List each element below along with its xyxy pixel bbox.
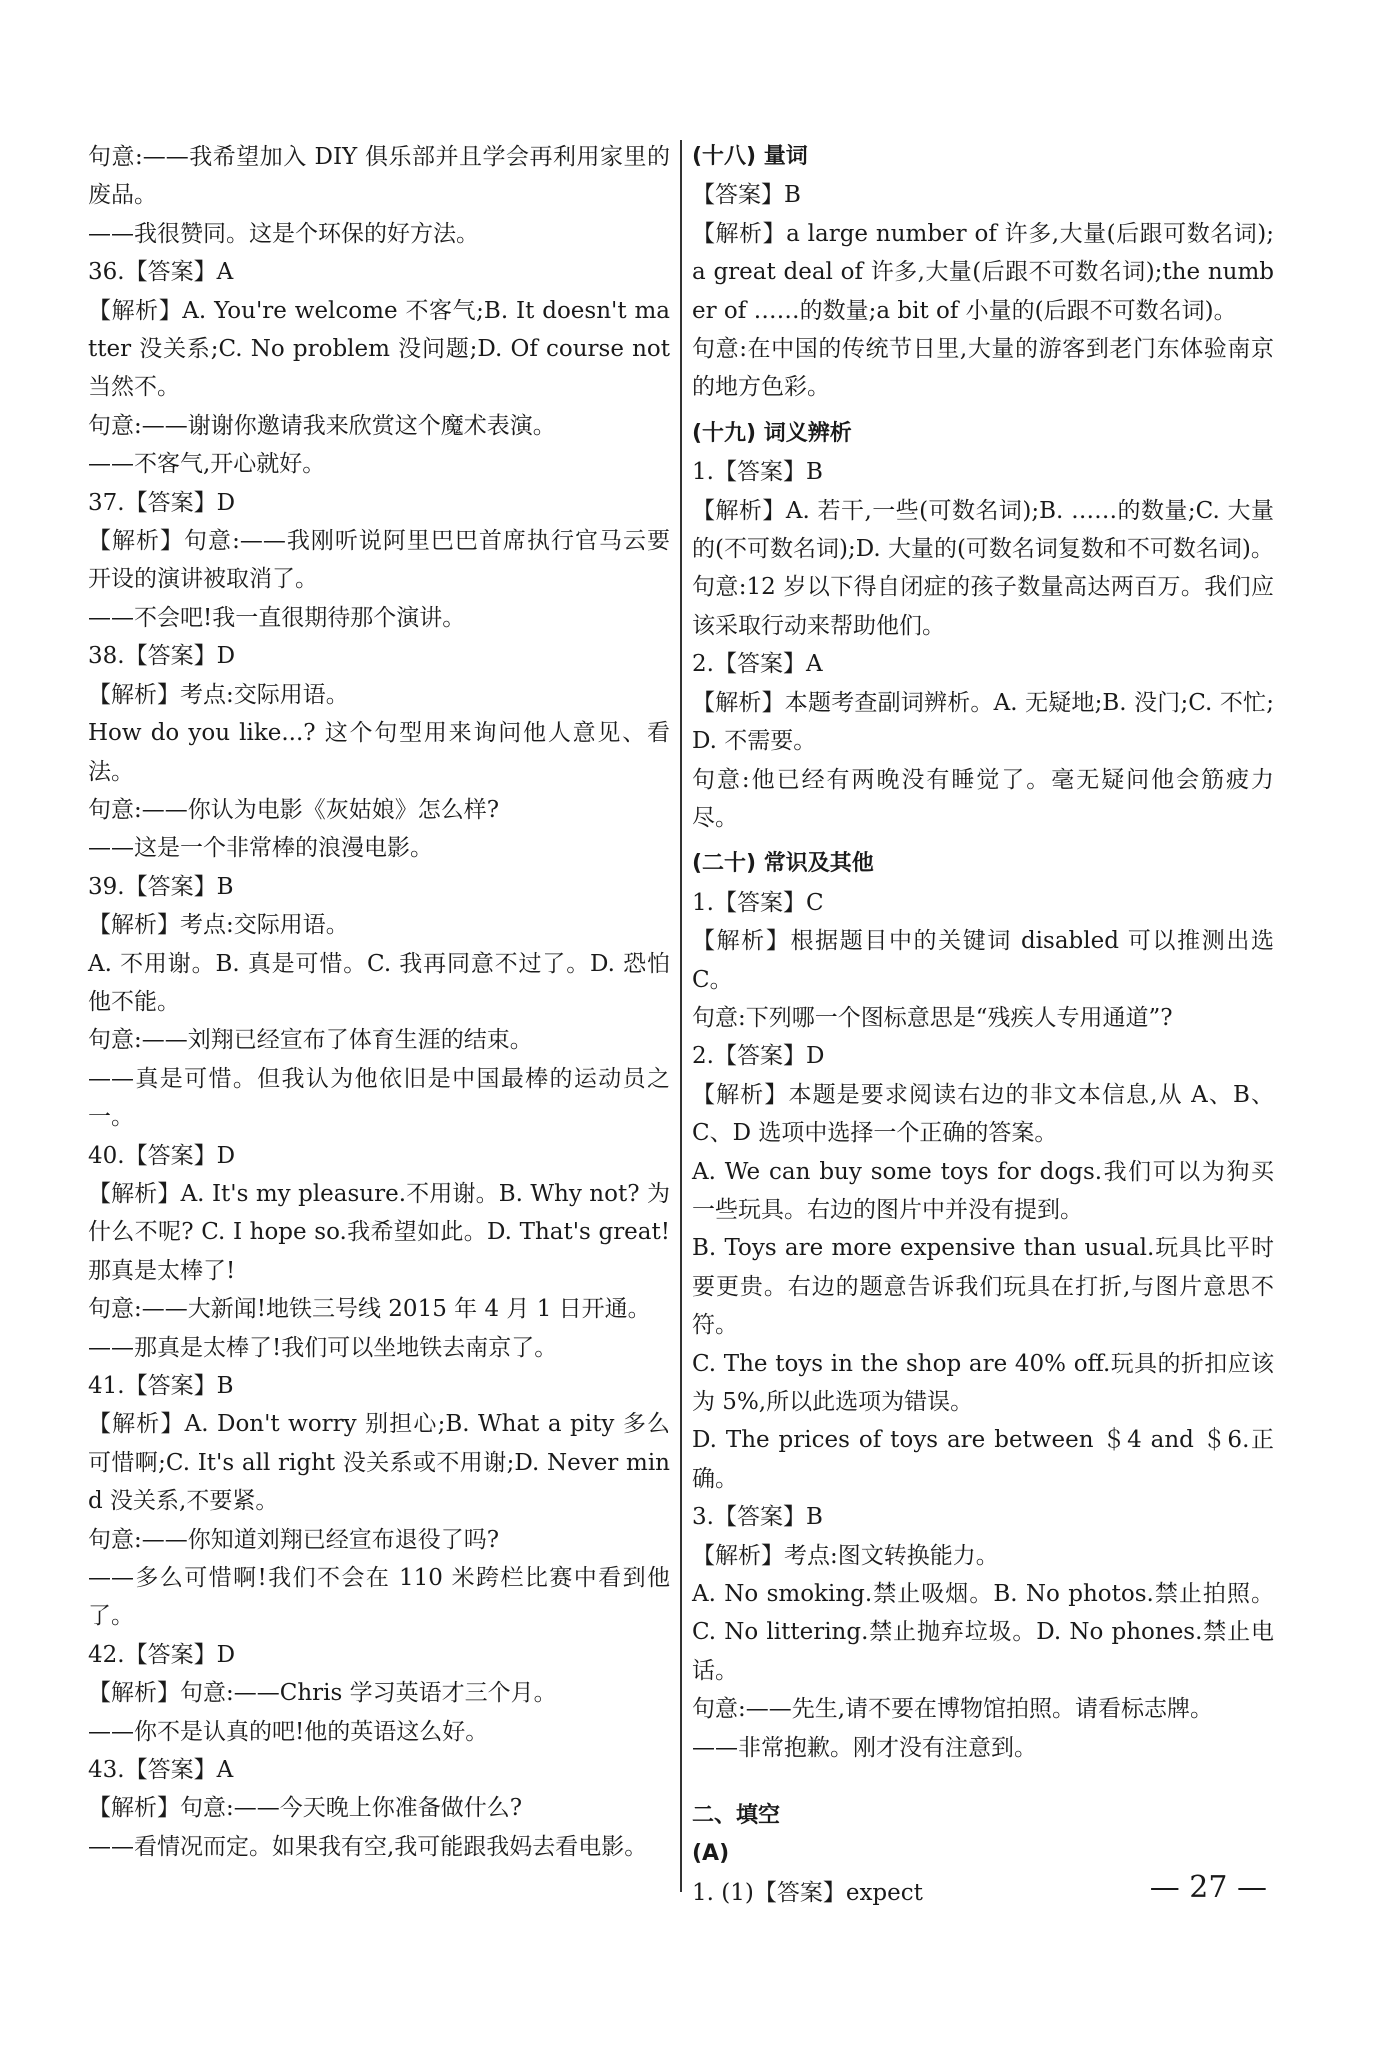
paragraph: ——多么可惜啊!我们不会在 110 米跨栏比赛中看到他了。	[88, 1565, 670, 1630]
answer-heading: 3.【答案】B	[692, 1504, 823, 1531]
paragraph: 【解析】句意:——Chris 学习英语才三个月。	[88, 1680, 557, 1707]
paragraph: 【解析】句意:——今天晚上你准备做什么?	[88, 1795, 523, 1822]
paragraph: B. Toys are more expensive than usual.玩具比平时要更贵。右边的题意告诉我们玩具在打折,与图片意思不符。	[692, 1235, 1274, 1339]
paragraph: 【解析】本题考查副词辨析。A. 无疑地;B. 没门;C. 不忙;D. 不需要。	[692, 689, 1274, 755]
paragraph: 句意:12 岁以下得自闭症的孩子数量高达两百万。我们应该采取行动来帮助他们。	[692, 574, 1274, 639]
paragraph: 【解析】A. You're welcome 不客气;B. It doesn't matter 没关系;C. No problem 没问题;D. Of course not 当然不。	[88, 297, 678, 401]
answer-heading: 1. (1)【答案】expect	[692, 1879, 923, 1906]
paragraph: 句意:在中国的传统节日里,大量的游客到老门东体验南京的地方色彩。	[692, 336, 1274, 401]
paragraph: 句意:——我希望加入 DIY 俱乐部并且学会再利用家里的废品。	[88, 144, 670, 209]
paragraph: 【解析】A. 若干,一些(可数名词);B. ……的数量;C. 大量的(不可数名词);D. 大量的(可数名词复数和不可数名词)。	[692, 497, 1274, 563]
left-column	[88, 138, 678, 1866]
paragraph: C. The toys in the shop are 40% off.玩具的折扣应该为 5%,所以此选项为错误。	[692, 1350, 1274, 1415]
paragraph: ——看情况而定。如果我有空,我可能跟我妈去看电影。	[88, 1833, 648, 1860]
answer-heading: 39.【答案】B	[88, 873, 234, 900]
paragraph: 【解析】a large number of 许多,大量(后跟可数名词);a great deal of 许多,大量(后跟不可数名词);the number of ……的数量;a bit of 小量的(后跟不可数名词)。	[692, 220, 1274, 324]
paragraph: 【解析】A. It's my pleasure.不用谢。B. Why not? 为什么不呢? C. I hope so.我希望如此。D. That's great! 那真是太棒了!	[88, 1180, 678, 1284]
paragraph: 句意:他已经有两晚没有睡觉了。毫无疑问他会筋疲力尽。	[692, 766, 1274, 831]
column-divider	[680, 140, 682, 1892]
paragraph: 【解析】考点:交际用语。	[88, 681, 349, 708]
paragraph: 句意:——你知道刘翔已经宣布退役了吗?	[88, 1526, 500, 1553]
section-title: (二十) 常识及其他	[692, 851, 874, 877]
answer-heading: 38.【答案】D	[88, 643, 236, 670]
right-column	[692, 138, 1282, 1912]
paragraph: 句意:——谢谢你邀请我来欣赏这个魔术表演。	[88, 412, 556, 439]
paragraph: ——非常抱歉。刚才没有注意到。	[692, 1734, 1037, 1761]
paragraph: 句意:——先生,请不要在博物馆拍照。请看标志牌。	[692, 1696, 1214, 1723]
answer-heading: 1.【答案】C	[692, 889, 824, 916]
paragraph: 【解析】根据题目中的关键词 disabled 可以推测出选 C。	[692, 928, 1282, 993]
paragraph: 【解析】考点:交际用语。	[88, 912, 349, 939]
paragraph: 句意:——刘翔已经宣布了体育生涯的结束。	[88, 1027, 533, 1054]
paragraph: ——你不是认真的吧!他的英语这么好。	[88, 1718, 489, 1745]
paragraph: 【解析】本题是要求阅读右边的非文本信息,从 A、B、C、D 选项中选择一个正确的答案。	[692, 1081, 1274, 1147]
part-subtitle: (A)	[692, 1841, 730, 1867]
answer-heading: 36.【答案】A	[88, 259, 234, 286]
paragraph: ——我很赞同。这是个环保的好方法。	[88, 220, 479, 247]
paragraph: A. 不用谢。B. 真是可惜。C. 我再同意不过了。D. 恐怕他不能。	[88, 950, 670, 1015]
paragraph: D. The prices of toys are between ＄4 and ＄6.正确。	[692, 1427, 1274, 1492]
section-title: (十九) 词义辨析	[692, 420, 852, 446]
section-title: (十八) 量词	[692, 144, 808, 169]
answer-heading: 2.【答案】A	[692, 651, 823, 678]
paragraph: 句意:下列哪一个图标意思是“残疾人专用通道”?	[692, 1004, 1173, 1031]
paragraph: How do you like...? 这个句型用来询问他人意见、看法。	[88, 720, 670, 785]
answer-heading: 40.【答案】D	[88, 1142, 236, 1169]
answer-heading: 37.【答案】D	[88, 489, 236, 516]
page-number: — 27 —	[1149, 1870, 1267, 1905]
paragraph: ——真是可惜。但我认为他依旧是中国最棒的运动员之一。	[88, 1065, 670, 1131]
paragraph: ——这是一个非常棒的浪漫电影。	[88, 835, 433, 862]
paragraph: 【解析】A. Don't worry 别担心;B. What a pity 多么可惜啊;C. It's all right 没关系或不用谢;D. Never mind 没关系,不要紧。	[88, 1411, 670, 1515]
paragraph: A. No smoking.禁止吸烟。B. No photos.禁止拍照。C. No littering.禁止抛弃垃圾。D. No phones.禁止电话。	[692, 1581, 1274, 1684]
paragraph: A. We can buy some toys for dogs.我们可以为狗买一些玩具。右边的图片中并没有提到。	[692, 1158, 1274, 1223]
answer-heading: 1.【答案】B	[692, 459, 823, 486]
part-title: 二、填空	[692, 1803, 781, 1829]
answer-heading: 【答案】B	[692, 182, 801, 209]
paragraph: ——不客气,开心就好。	[88, 451, 326, 478]
paragraph: ——那真是太棒了!我们可以坐地铁去南京了。	[88, 1334, 558, 1361]
answer-heading: 43.【答案】A	[88, 1757, 234, 1784]
paragraph: 【解析】句意:——我刚听说阿里巴巴首席执行官马云要开设的演讲被取消了。	[88, 528, 670, 593]
paragraph: 句意:——大新闻!地铁三号线 2015 年 4 月 1 日开通。	[88, 1296, 651, 1323]
answer-heading: 2.【答案】D	[692, 1043, 825, 1070]
answer-heading: 42.【答案】D	[88, 1641, 236, 1668]
paragraph: ——不会吧!我一直很期待那个演讲。	[88, 604, 466, 631]
paragraph: 【解析】考点:图文转换能力。	[692, 1542, 999, 1569]
answer-heading: 41.【答案】B	[88, 1373, 234, 1399]
paragraph: 句意:——你认为电影《灰姑娘》怎么样?	[88, 796, 500, 823]
